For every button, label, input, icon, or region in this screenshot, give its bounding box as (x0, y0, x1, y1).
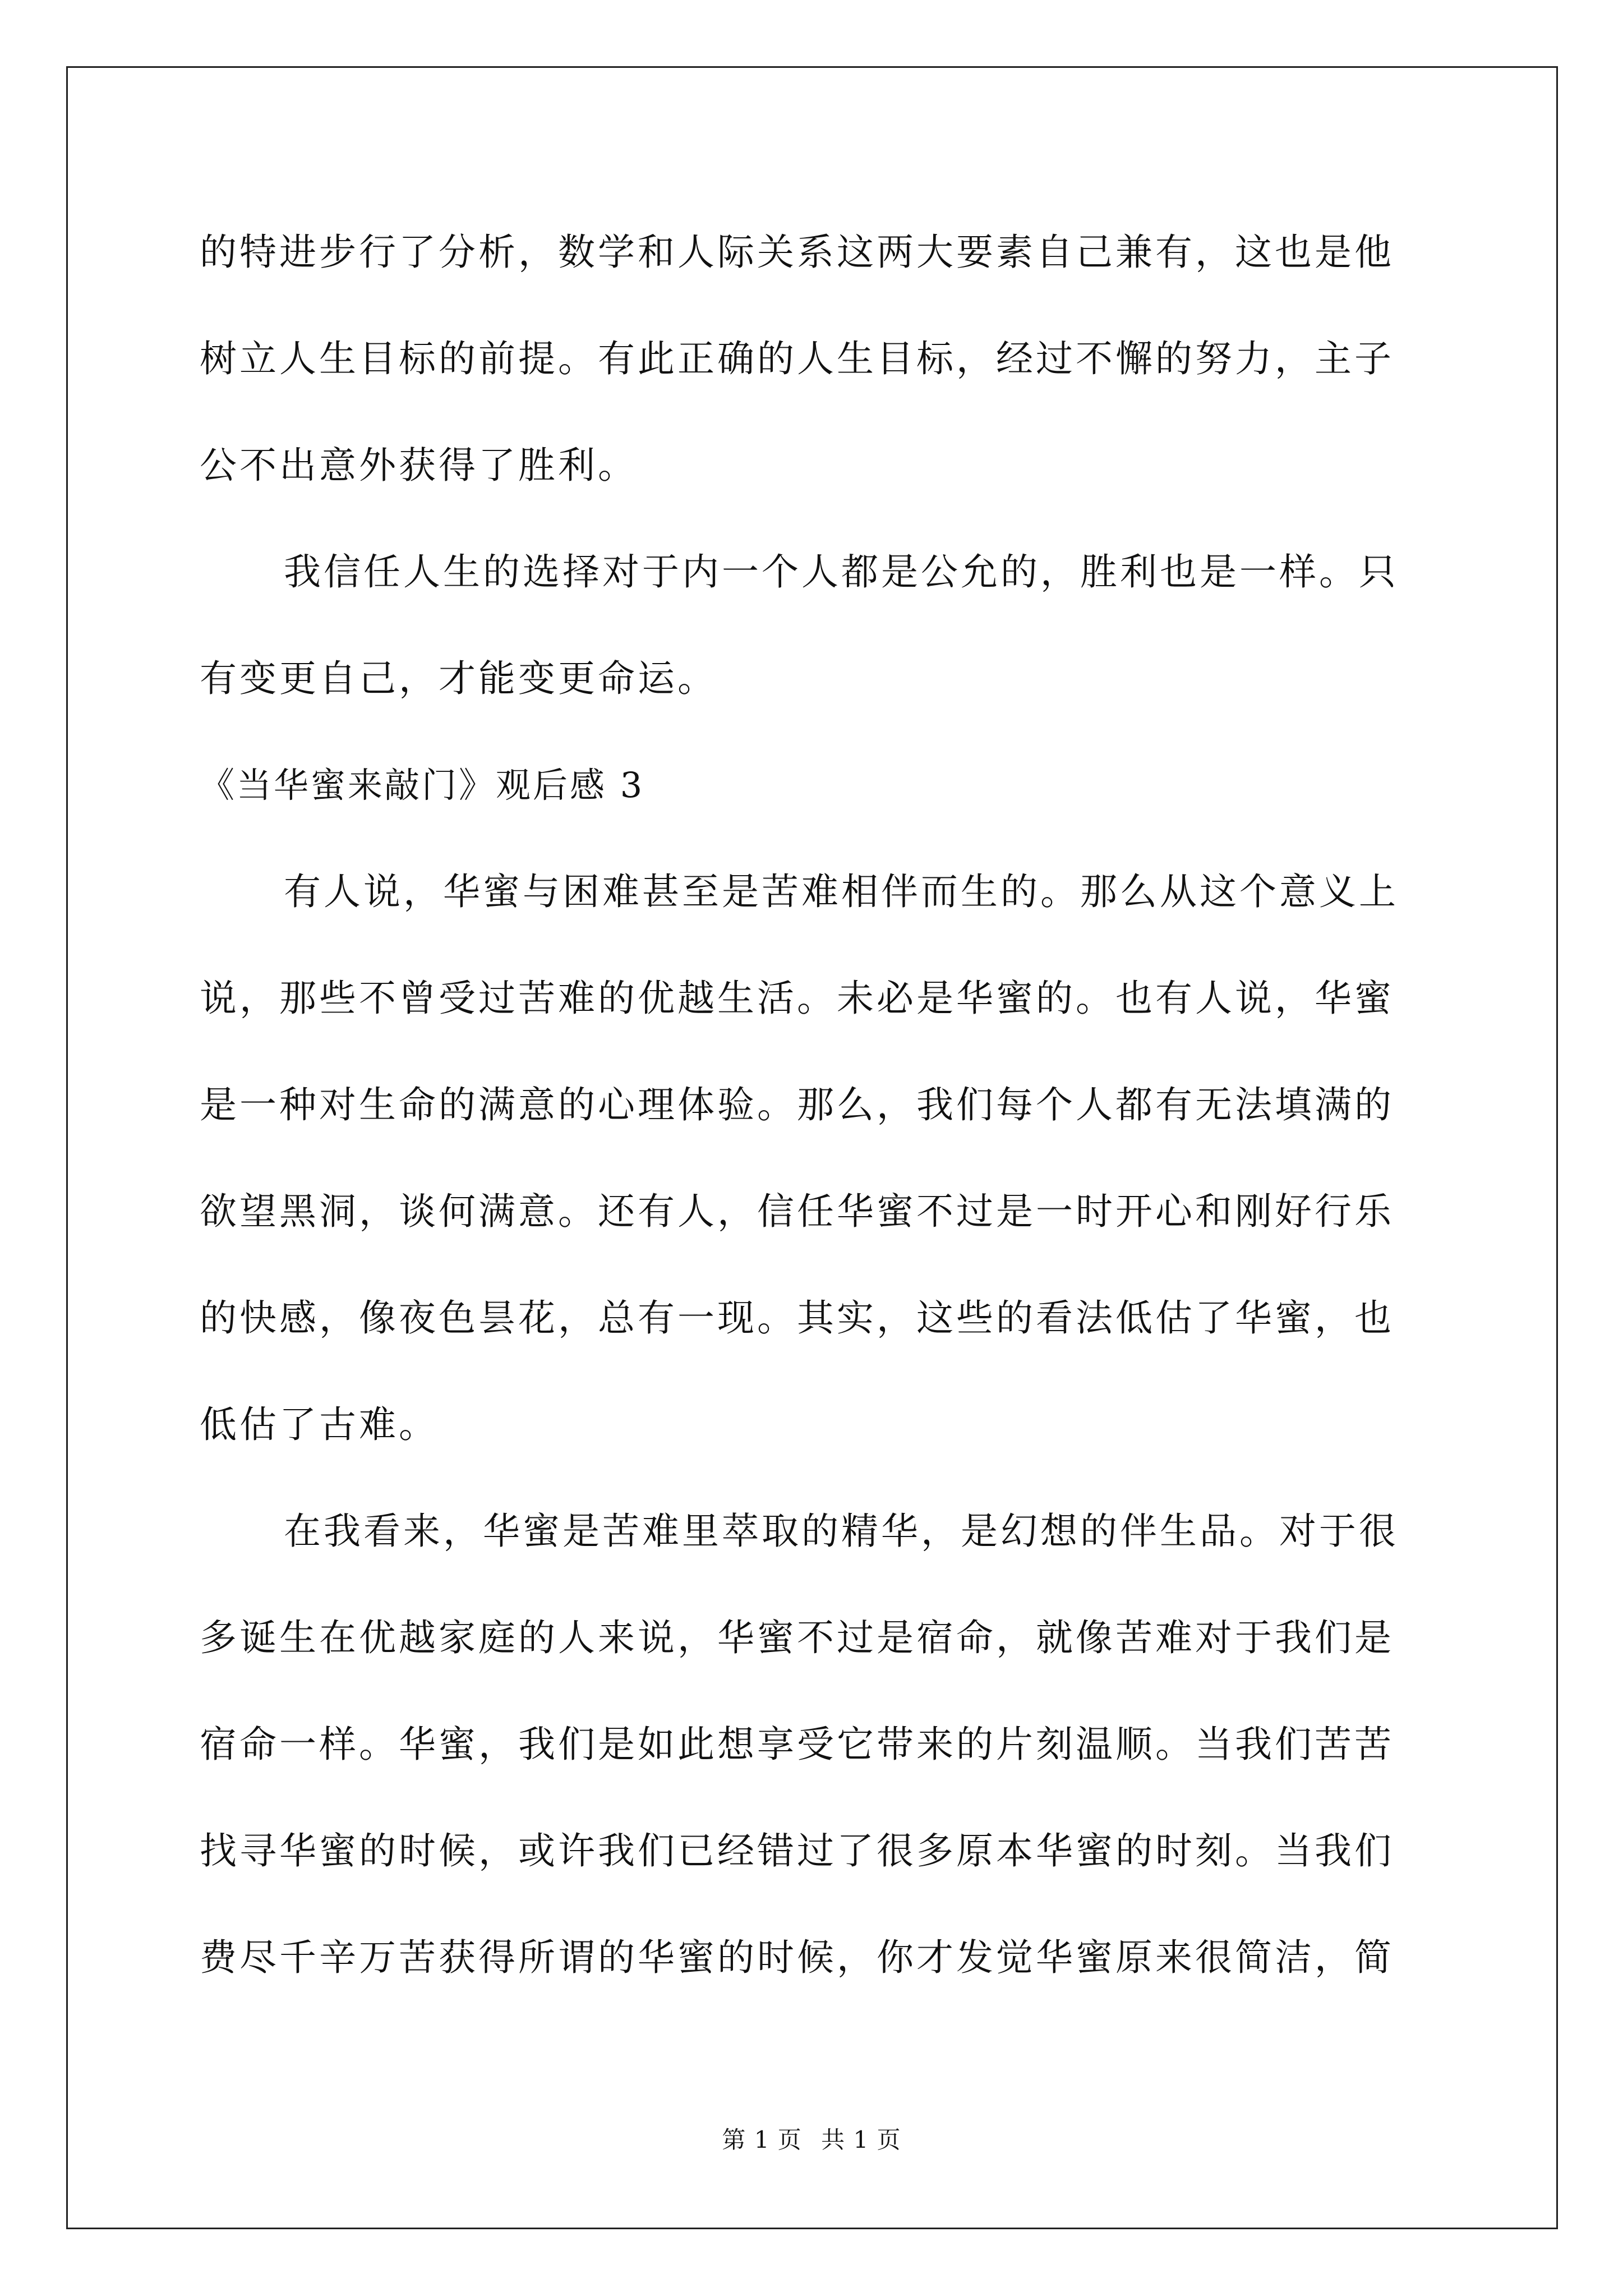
text-line: 说，那些不曾受过苦难的优越生活。未必是华蜜的。也有人说，华蜜 (200, 977, 1394, 1020)
text-line: 有人说，华蜜与困难甚至是苦难相伴而生的。那么从这个意义上 (284, 870, 1399, 913)
document-body (200, 219, 1428, 2031)
page-number-total: 共 1 页 (821, 2126, 901, 2154)
text-line: 树立人生目标的前提。有此正确的人生目标，经过不懈的努力，主子 (200, 337, 1394, 380)
text-line: 欲望黑洞，谈何满意。还有人，信任华蜜不过是一时开心和刚好行乐 (200, 1190, 1394, 1233)
text-line: 有变更自己，才能变更命运。 (200, 657, 717, 700)
text-line: 低估了古难。 (200, 1403, 439, 1446)
page-footer (0, 2123, 1623, 2157)
page-number-current: 第 1 页 (722, 2126, 802, 2154)
text-line: 的特进步行了分析，数学和人际关系这两大要素自己兼有，这也是他 (200, 231, 1394, 274)
text-line: 费尽千辛万苦获得所谓的华蜜的时候，你才发觉华蜜原来很简洁，简 (200, 1936, 1394, 1979)
text-line: 的快感，像夜色昙花，总有一现。其实，这些的看法低估了华蜜，也 (200, 1296, 1394, 1340)
text-line: 找寻华蜜的时候，或许我们已经错过了很多原本华蜜的时刻。当我们 (200, 1829, 1394, 1872)
text-line: 是一种对生命的满意的心理体验。那么，我们每个人都有无法填满的 (200, 1083, 1394, 1126)
text-line: 多诞生在优越家庭的人来说，华蜜不过是宿命，就像苦难对于我们是 (200, 1616, 1394, 1659)
text-line: 在我看来，华蜜是苦难里萃取的精华，是幻想的伴生品。对于很 (284, 1510, 1399, 1553)
section-heading: 《当华蜜来敲门》观后感 3 (200, 765, 645, 806)
text-line: 我信任人生的选择对于内一个人都是公允的，胜利也是一样。只 (284, 550, 1399, 593)
text-line: 宿命一样。华蜜，我们是如此想享受它带来的片刻温顺。当我们苦苦 (200, 1723, 1394, 1766)
text-line: 公不出意外获得了胜利。 (200, 444, 638, 487)
